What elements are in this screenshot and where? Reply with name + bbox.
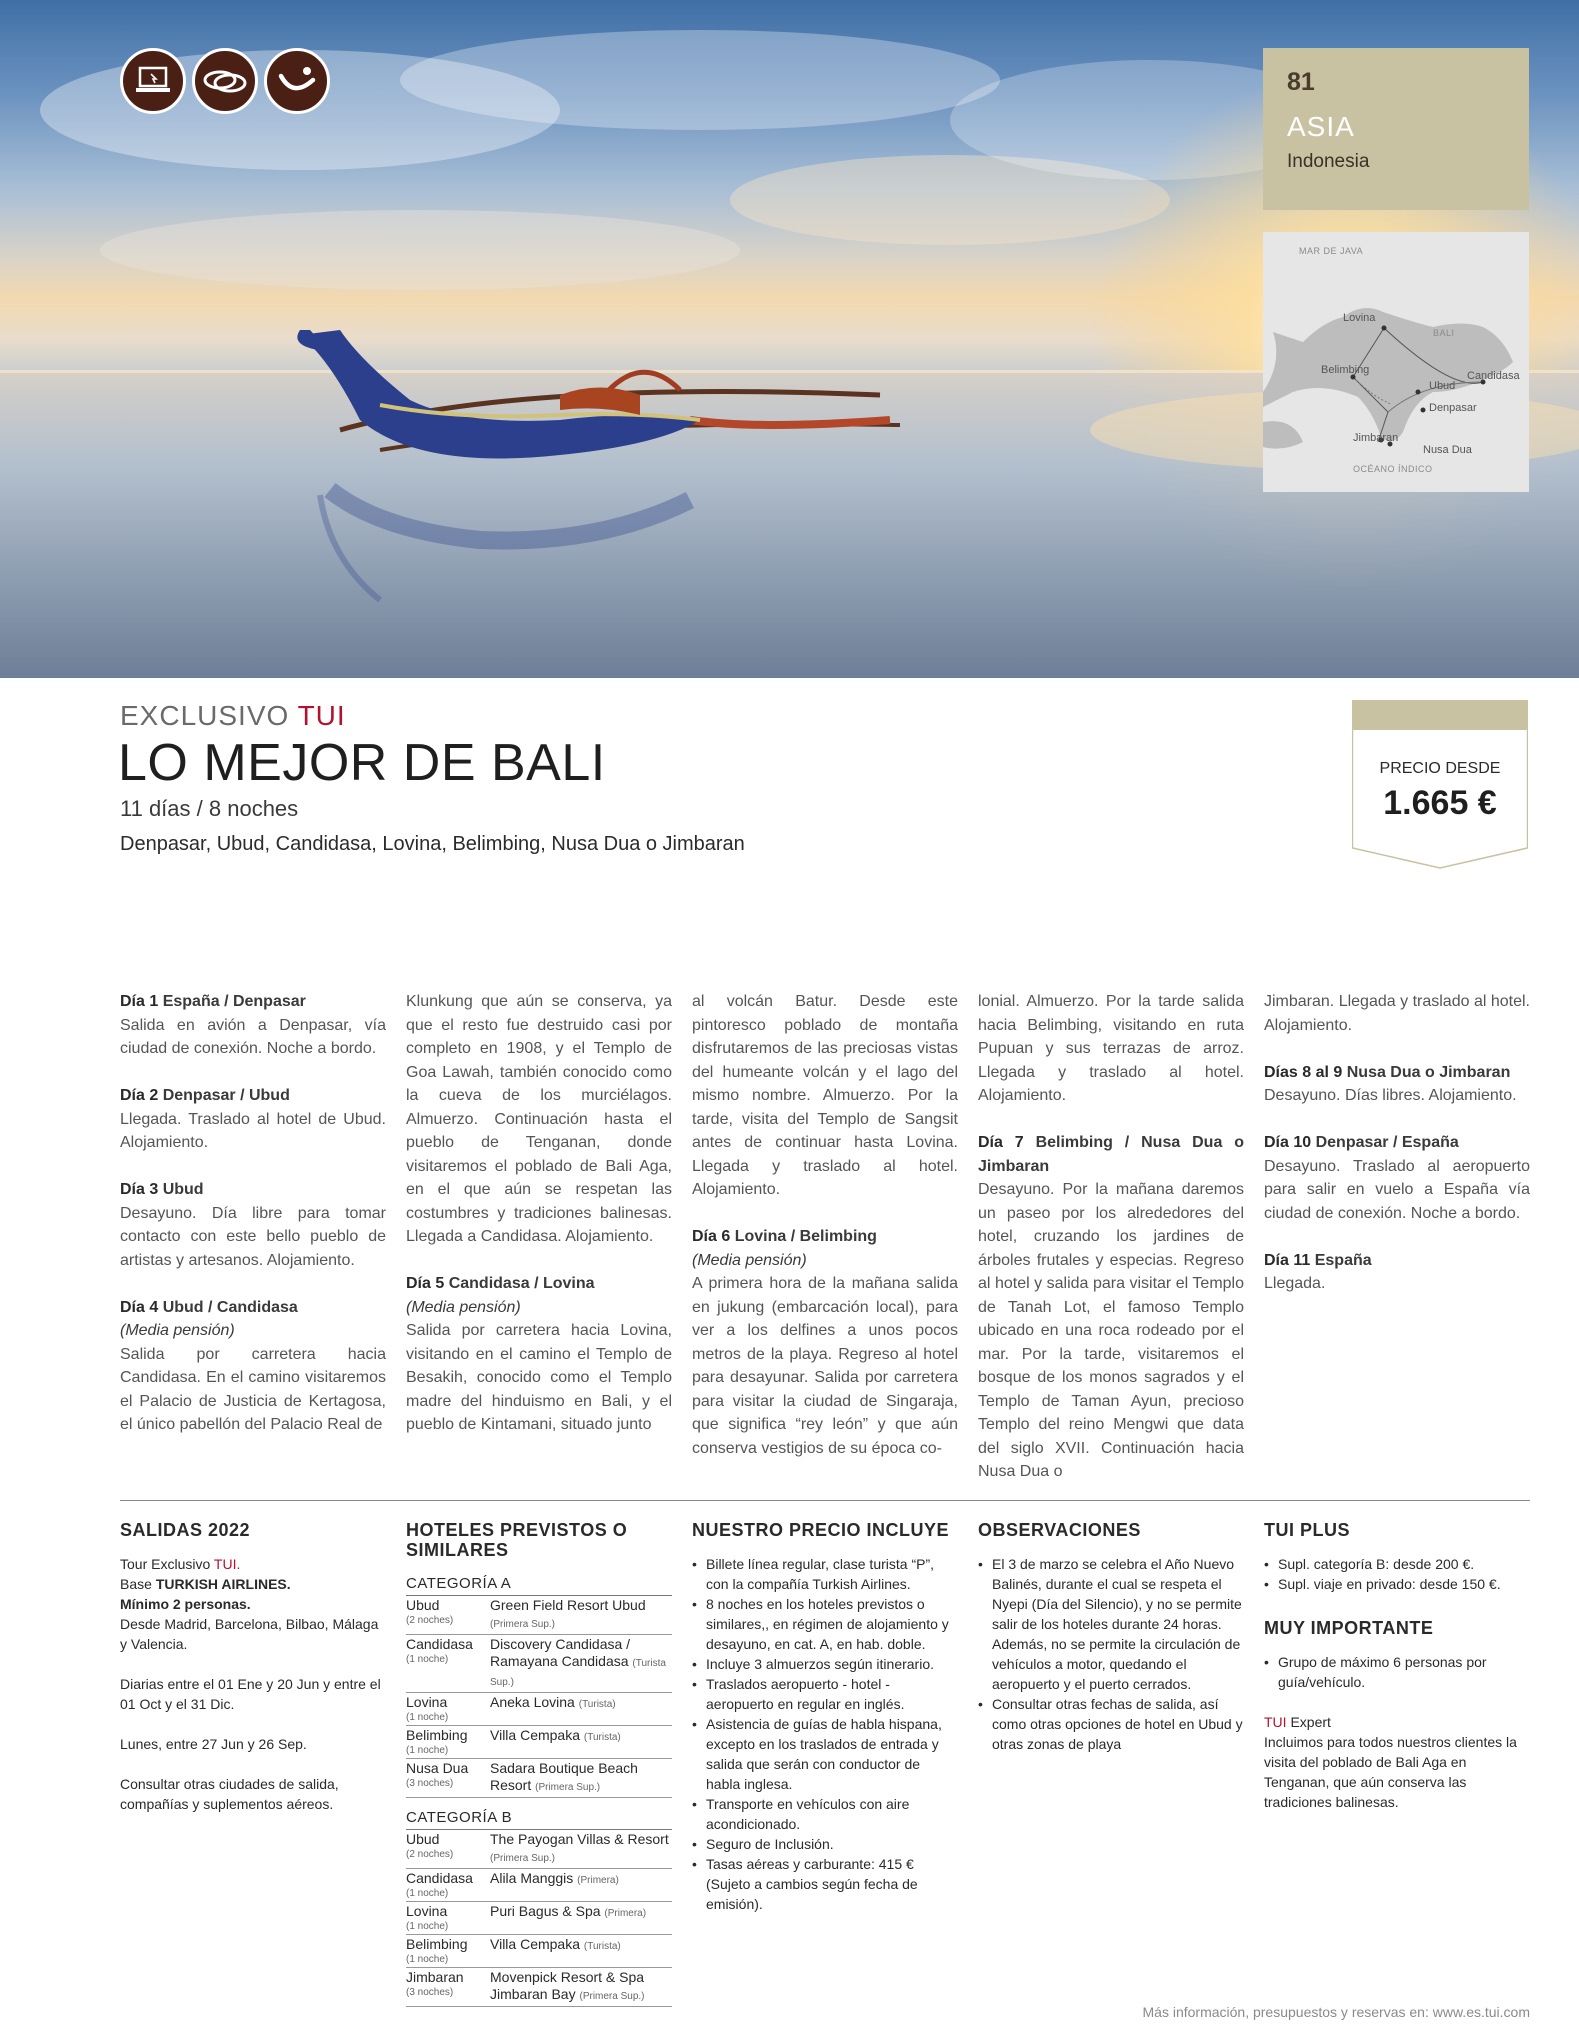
hotel-class: (Primera Sup.) <box>535 1782 601 1793</box>
day-number: Día 10 <box>1264 1134 1312 1151</box>
service-icons <box>120 48 330 114</box>
day-meal: (Media pensión) <box>692 1251 807 1269</box>
list-item: • Grupo de máximo 6 personas por guía/vehículo. <box>1264 1652 1530 1692</box>
hotel-class: (Primera) <box>604 1908 647 1919</box>
list-item: • Seguro de Inclusión. <box>692 1834 958 1854</box>
trip-duration: 11 días / 8 noches <box>120 796 299 821</box>
section-divider <box>120 1500 1530 1501</box>
hotel-city <box>406 1936 490 1966</box>
hero-photo <box>0 0 1579 678</box>
city-name: Ubud <box>406 1831 440 1847</box>
day-number: Día 5 <box>406 1275 445 1292</box>
list-item: • Supl. categoría B: desde 200 €. <box>1264 1554 1530 1574</box>
hotel-row <box>406 1693 672 1726</box>
hotel-title: The Payogan Villas & Resort <box>490 1831 669 1847</box>
country-label: Indonesia <box>1287 151 1370 172</box>
city-name: Candidasa <box>406 1636 473 1652</box>
hotel-class: (Turista) <box>583 1941 621 1952</box>
kicker-brand: TUI <box>297 700 346 731</box>
hotel-row <box>406 1968 672 2007</box>
title-kicker <box>120 700 346 732</box>
important-list <box>1264 1652 1530 1692</box>
day-text: Desayuno. Días libres. Alojamiento. <box>1264 1087 1517 1104</box>
city-name: Candidasa <box>406 1870 473 1886</box>
day-number: Día 7 <box>978 1134 1024 1151</box>
day-number: Día 11 <box>1264 1251 1311 1269</box>
hotel-city <box>406 1727 490 1757</box>
day-destination: Lovina / Belimbing <box>734 1228 877 1245</box>
nights-count: (1 noche) <box>406 1654 449 1665</box>
min-persons: Mínimo 2 personas. <box>120 1596 251 1612</box>
map-place-belimbing: Belimbing <box>1321 364 1370 376</box>
category-a-label: CATEGORÍA A <box>406 1574 672 1596</box>
hotel-name <box>490 1597 672 1633</box>
list-item: • Incluye 3 almuerzos según itinerario. <box>692 1654 958 1674</box>
base-airline: TURKISH AIRLINES. <box>155 1576 291 1592</box>
hotel-class: (Turista Sup.) <box>490 1658 666 1688</box>
hotel-name <box>490 1936 672 1966</box>
hotel-city <box>406 1831 490 1867</box>
day-destination: Ubud <box>162 1181 204 1198</box>
map-sea-south: OCÉANO ÍNDICO <box>1353 464 1433 474</box>
itinerary-column-1 <box>120 990 386 1460</box>
observations-heading: OBSERVACIONES <box>978 1520 1141 1540</box>
map-island-label: BALI <box>1433 328 1455 338</box>
list-item: • El 3 de marzo se celebra el Año Nuevo Balinés, durante el cual se respeta el Nyepi (Día del Silencio), y no se permite salir de los hoteles durante 24 horas. Además, no se permite la circulación de vehículos a motor, quedando el aeropuerto y el puerto cerrados. <box>978 1554 1244 1694</box>
day-destination: Nusa Dua o Jimbaran <box>1346 1063 1511 1081</box>
day-number: Día 3 <box>120 1181 159 1198</box>
expert-label: Expert <box>1290 1714 1331 1730</box>
tui-smile-icon <box>264 48 330 114</box>
route-map <box>1263 232 1529 492</box>
tui-plus-heading: TUI PLUS <box>1264 1520 1351 1540</box>
day-meal: (Media pensión) <box>406 1298 521 1316</box>
nights-count: (2 noches) <box>406 1615 454 1626</box>
day-text: Llegada. <box>1264 1275 1326 1292</box>
map-place-lovina: Lovina <box>1343 312 1376 324</box>
monday-dates: Lunes, entre 27 Jun y 26 Sep. <box>120 1736 307 1752</box>
list-item: • Tasas aéreas y carburante: 415 € (Sujeto a cambios según fecha de emisión). <box>692 1854 958 1914</box>
hotel-title: Puri Bagus & Spa <box>490 1903 601 1919</box>
expert-text: Incluimos para todos nuestros clientes la visita del poblado de Bali Aga en Tenganan, que aún conserva las tradiciones balinesas. <box>1264 1734 1517 1810</box>
nights-count: (1 noche) <box>406 1745 449 1756</box>
list-item: • Consultar otras fechas de salida, así como otras opciones de hotel en Ubud y otras zonas de playa <box>978 1694 1244 1754</box>
day-destination: España / Denpasar <box>162 993 306 1010</box>
hotel-class: (Turista) <box>578 1699 616 1710</box>
hotel-city <box>406 1636 490 1691</box>
hotel-class: (Primera) <box>577 1875 619 1886</box>
hotel-row <box>406 1830 672 1869</box>
day-number: Día 6 <box>692 1228 731 1245</box>
day-text: Llegada. Traslado al hotel de Ubud. Alojamiento. <box>120 1110 386 1151</box>
region-tag <box>1263 48 1529 210</box>
hotel-title: Alila Manggis <box>490 1870 574 1886</box>
map-place-nusa-dua: Nusa Dua <box>1423 444 1472 456</box>
page-title: LO MEJOR DE BALI <box>118 734 606 792</box>
day-number: Día 2 <box>120 1087 159 1104</box>
day-number: Día 1 <box>120 993 159 1010</box>
list-item: • Traslados aeropuerto - hotel - aeropuerto en regular en inglés. <box>692 1674 958 1714</box>
hotel-name <box>490 1727 672 1757</box>
price-badge <box>1352 700 1528 870</box>
itinerary-column-3 <box>692 990 958 1484</box>
hotel-city <box>406 1597 490 1633</box>
hotel-city <box>406 1694 490 1724</box>
page-number: 81 <box>1287 68 1315 96</box>
hotel-name <box>490 1870 672 1900</box>
day-destination: Candidasa / Lovina <box>448 1275 595 1292</box>
footer-text: Más información, presupuestos y reservas en: <box>1142 2004 1429 2020</box>
nights-count: (1 noche) <box>406 1921 449 1932</box>
hotel-row <box>406 1726 672 1759</box>
category-b-label: CATEGORÍA B <box>406 1808 672 1830</box>
city-name: Lovina <box>406 1694 448 1710</box>
day-meal: (Media pensión) <box>120 1322 235 1339</box>
includes-section <box>692 1520 958 1914</box>
nights-count: (1 noche) <box>406 1712 449 1723</box>
list-item: • Transporte en vehículos con aire acondicionado. <box>692 1794 958 1834</box>
hotel-name <box>490 1831 672 1867</box>
day-text: lonial. Almuerzo. Por la tarde salida hacia Belimbing, visitando en ruta Pupuan y sus terrazas de arroz. Llegada y traslado al hotel. Alojamiento. <box>978 993 1244 1104</box>
hotel-title: Aneka Lovina <box>490 1694 575 1710</box>
day-text: A primera hora de la mañana salida en jukung (embarcación local), para ver a los delfines a unos pocos metros de la playa. Regreso al hotel para desayunar. Salida por carretera para visitar la ciudad de Singaraja, que significa “rey león” y que aún conserva vestigios de su época co- <box>692 1275 958 1457</box>
hotel-row <box>406 1635 672 1693</box>
hotel-city <box>406 1903 490 1933</box>
map-sea-north: MAR DE JAVA <box>1299 246 1364 256</box>
list-item: • Supl. viaje en privado: desde 150 €. <box>1264 1574 1530 1594</box>
hotel-title: Sadara Boutique Beach Resort <box>490 1760 638 1793</box>
important-heading: MUY IMPORTANTE <box>1264 1618 1434 1638</box>
nights-count: (3 noches) <box>406 1987 454 1998</box>
day-destination: Denpasar / España <box>1315 1134 1459 1151</box>
day-destination: Belimbing / Nusa Dua o Jimbaran <box>978 1134 1245 1175</box>
laptop-icon <box>120 48 186 114</box>
itinerary-column-5 <box>1264 990 1530 1319</box>
includes-heading: NUESTRO PRECIO INCLUYE <box>692 1520 950 1540</box>
day-text: Salida por carretera hacia Lovina, visitando en el camino el Templo de Besakih, conocido como el Templo madre del hinduismo en Bali, y el pueblo de Kintamani, situado junto <box>406 1322 672 1433</box>
itinerary-column-4 <box>978 990 1244 1507</box>
hotel-title: Villa Cempaka <box>490 1727 581 1743</box>
trip-route: Denpasar, Ubud, Candidasa, Lovina, Belimbing, Nusa Dua o Jimbaran <box>120 833 745 855</box>
day-text: Klunkung que aún se conserva, ya que el resto fue destruido casi por completo en 1908, y el Templo de Goa Lawah, también conocido como la cueva de los murciélagos. Almuerzo. Continuación hasta el pueblo de Tenganan, donde visitaremos el poblado de Bali Aga, en el que aún se respetan las costumbres y tradiciones balinesas. Llegada a Candidasa. Alojamiento. <box>406 993 672 1245</box>
hotel-city <box>406 1870 490 1900</box>
nights-count: (1 noche) <box>406 1888 449 1899</box>
hotel-row <box>406 1935 672 1968</box>
daily-dates: Diarias entre el 01 Ene y 20 Jun y entre el 01 Oct y el 31 Dic. <box>120 1676 381 1712</box>
hotel-name <box>490 1694 672 1724</box>
city-name: Belimbing <box>406 1727 468 1743</box>
map-place-ubud: Ubud <box>1429 380 1456 392</box>
day-destination: Ubud / Candidasa <box>162 1298 298 1316</box>
hotel-name <box>490 1760 672 1796</box>
list-item: • 8 noches en los hoteles previstos o similares,, en régimen de alojamiento y desayuno, en cat. A, en hab. doble. <box>692 1594 958 1654</box>
hotel-name <box>490 1636 672 1691</box>
hotel-title: Movenpick Resort & Spa Jimbaran Bay <box>490 1969 645 2002</box>
price-label: PRECIO DESDE <box>1379 760 1501 777</box>
category-a-table <box>406 1596 672 1798</box>
hotel-title: Villa Cempaka <box>490 1936 581 1952</box>
departure-cities: Desde Madrid, Barcelona, Bilbao, Málaga y Valencia. <box>120 1616 379 1652</box>
day-text: Salida en avión a Denpasar, vía ciudad de conexión. Noche a bordo. <box>120 1016 386 1057</box>
nights-count: (1 noche) <box>406 1954 449 1965</box>
day-number: Día 4 <box>120 1298 159 1316</box>
consult-note: Consultar otras ciudades de salida, compañías y suplementos aéreos. <box>120 1776 339 1812</box>
day-text: Jimbaran. Llegada y traslado al hotel. Alojamiento. <box>1264 993 1530 1034</box>
hotels-section <box>406 1520 672 2007</box>
base-prefix: Base <box>120 1576 152 1592</box>
day-text: Desayuno. Por la mañana daremos un paseo por los alrededores del hotel, cruzando los jardines de árboles frutales y especias. Regreso al hotel y salida para visitar el Templo de Tanah Lot, el famoso Templo ubicado en una roca rodeado por el mar. Por la tarde, visitaremos el bosque de los monos sagrados y el Templo de Taman Ayun, precioso Templo del reino Mengwi que data del siglo XVII. Continuación hacia Nusa Dua o <box>978 1181 1244 1480</box>
itinerary <box>120 990 1530 1480</box>
hotel-row <box>406 1759 672 1798</box>
hotel-row <box>406 1902 672 1935</box>
category-b-table <box>406 1830 672 2007</box>
hotel-name <box>490 1969 672 2005</box>
map-place-jimbaran: Jimbaran <box>1353 432 1399 444</box>
hotel-class: (Turista) <box>583 1732 621 1743</box>
itinerary-column-2 <box>406 990 672 1460</box>
tui-plus-list <box>1264 1554 1530 1594</box>
hotel-class: (Primera Sup.) <box>490 1619 556 1630</box>
list-item: • Billete línea regular, clase turista “P”, con la compañía Turkish Airlines. <box>692 1554 958 1594</box>
rings-icon <box>192 48 258 114</box>
nights-count: (3 noches) <box>406 1778 454 1789</box>
kicker-text: EXCLUSIVO <box>120 700 290 731</box>
city-name: Belimbing <box>406 1936 468 1952</box>
expert-brand: TUI <box>1264 1714 1287 1730</box>
hotel-class: (Primera Sup.) <box>490 1853 556 1864</box>
footer-link[interactable]: www.es.tui.com <box>1432 2004 1530 2020</box>
nights-count: (2 noches) <box>406 1849 454 1860</box>
observations-list <box>978 1554 1244 1754</box>
includes-list <box>692 1554 958 1914</box>
observations-section <box>978 1520 1244 1754</box>
day-text: al volcán Batur. Desde este pintoresco poblado de montaña disfrutaremos de las preciosas vistas del humeante volcán y el lago del mismo nombre. Almuerzo. Por la tarde, visita del Templo de Sangsit antes de continuar hasta Lovina. Llegada y traslado al hotel. Alojamiento. <box>692 993 958 1198</box>
list-item: • Asistencia de guías de habla hispana, excepto en los traslados de entrada y salida que serán con conductor de habla inglesa. <box>692 1714 958 1794</box>
salidas-heading: SALIDAS 2022 <box>120 1520 251 1540</box>
day-text: Salida por carretera hacia Candidasa. En el camino visitaremos el Palacio de Justicia de Kertagosa, el único pabellón del Palacio Real de <box>120 1345 386 1433</box>
hotel-row <box>406 1869 672 1902</box>
footer <box>0 2004 1530 2020</box>
tour-prefix: Tour Exclusivo <box>120 1556 211 1572</box>
day-destination: Denpasar / Ubud <box>162 1087 290 1104</box>
day-text: Desayuno. Traslado al aeropuerto para salir en vuelo a España vía ciudad de conexión. Noche a bordo. <box>1264 1157 1530 1222</box>
continent-label: ASIA <box>1287 111 1355 142</box>
map-place-denpasar: Denpasar <box>1429 402 1477 414</box>
city-name: Lovina <box>406 1903 448 1919</box>
hotel-row <box>406 1596 672 1635</box>
hotels-heading: HOTELES PREVISTOS O SIMILARES <box>406 1520 628 1560</box>
price-amount: 1.665 € <box>1383 784 1497 822</box>
hotel-title: Green Field Resort Ubud <box>490 1597 646 1613</box>
city-name: Nusa Dua <box>406 1760 469 1776</box>
hotel-city <box>406 1969 490 2005</box>
hotel-title: Discovery Candidasa / Ramayana Candidasa <box>490 1636 631 1669</box>
hotel-city <box>406 1760 490 1796</box>
day-number: Días 8 al 9 <box>1264 1063 1343 1081</box>
hotel-class: (Primera Sup.) <box>579 1991 645 2002</box>
city-name: Jimbaran <box>406 1969 464 1985</box>
map-place-candidasa: Candidasa <box>1467 370 1520 382</box>
day-text: Desayuno. Día libre para tomar contacto con este bello pueblo de artistas y artesanos. Alojamiento. <box>120 1204 386 1269</box>
city-name: Ubud <box>406 1597 440 1613</box>
tour-brand: TUI. <box>213 1556 241 1572</box>
day-destination: España <box>1314 1251 1372 1269</box>
hotel-name <box>490 1903 672 1933</box>
tui-plus-section <box>1264 1520 1530 1812</box>
salidas-section <box>120 1520 386 1814</box>
